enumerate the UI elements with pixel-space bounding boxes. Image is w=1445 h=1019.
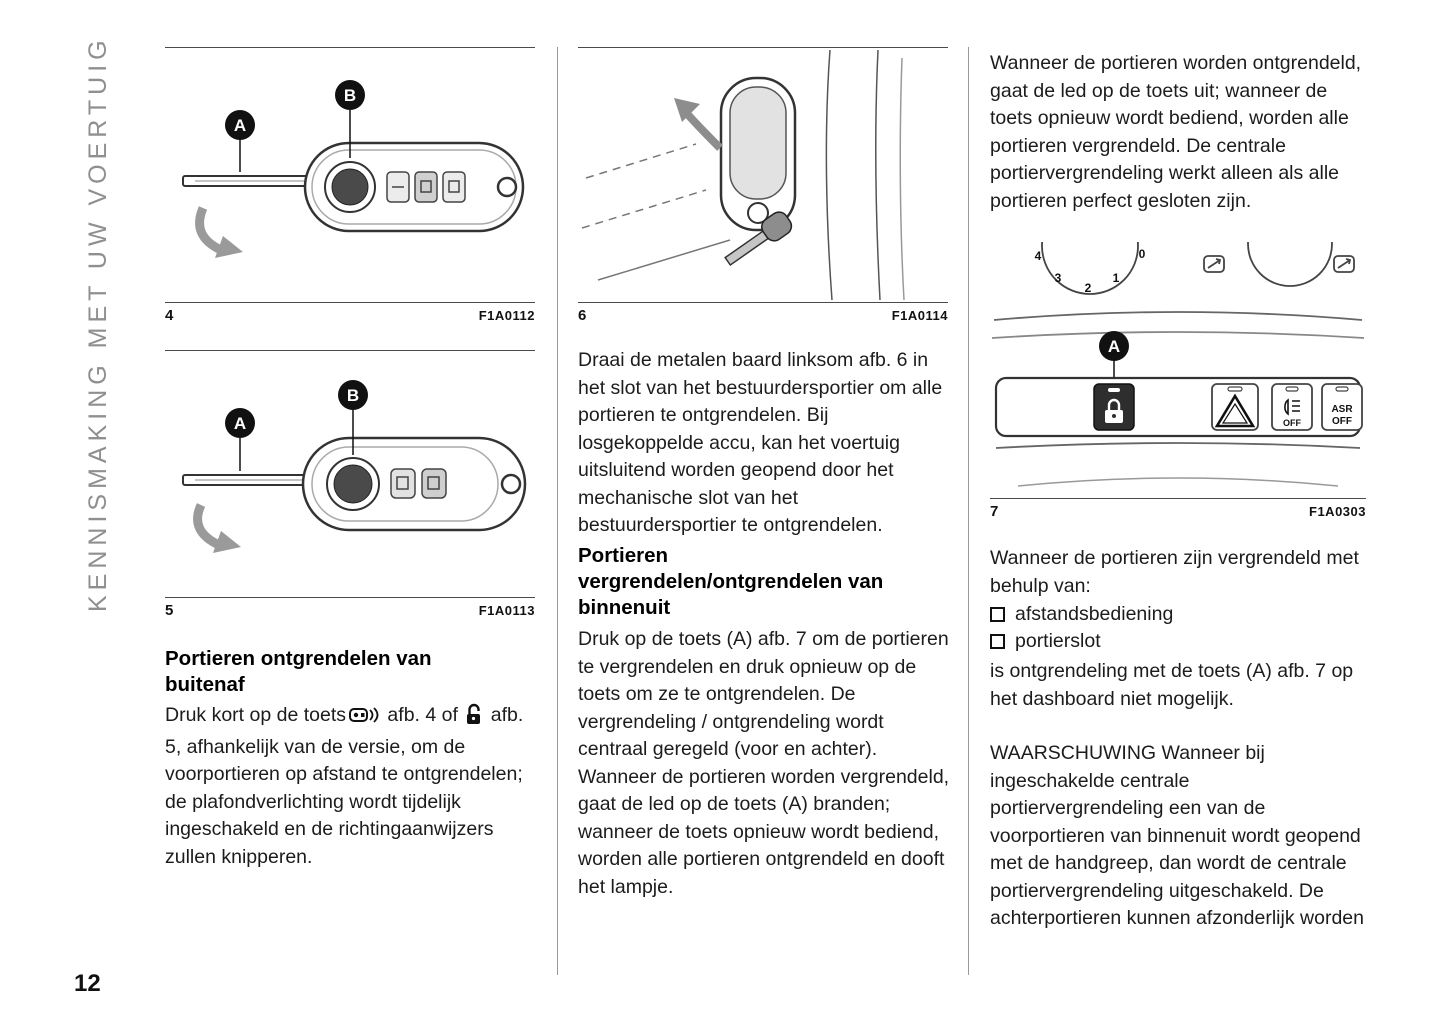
- column-divider-right: [968, 47, 969, 975]
- list-item: [990, 628, 1366, 655]
- figure6-number: 6: [578, 307, 587, 324]
- paragraph-warning: WAARSCHUWING Wanneer bij ingeschakelde centrale portiervergrendeling een van de voorportieren van binnenuit wordt geopend met de handgreep, dan wordt de centrale portiervergrendeling uitgeschakeld. De achterportieren kunnen afzonderlijk worden: [990, 742, 1364, 929]
- flip-arrow-icon: [198, 505, 241, 553]
- climate-panel: [992, 242, 1364, 338]
- callout-a: [225, 408, 255, 471]
- door-handle: [721, 78, 795, 230]
- bullet-list-lock-methods: [990, 601, 1366, 655]
- figure5-caption: [165, 602, 535, 619]
- door-lock-button: [1094, 384, 1134, 430]
- svg-text:2: 2: [1084, 281, 1092, 295]
- paragraph-text: Druk op de toets (A) afb. 7 om de portieren te vergrendelen en druk opnieuw op de toets om ze te ontgrendelen. De vergrendeling / ontgrendeling wordt centraal geregeld (voor en achter).: [578, 628, 949, 760]
- page-number: 12: [74, 970, 101, 997]
- figure5-number: 5: [165, 602, 174, 619]
- fan-knob-numbers: [1035, 247, 1146, 295]
- paragraph-lock-button: [578, 626, 950, 901]
- turn-arrow-icon: [674, 98, 720, 148]
- svg-text:OFF: OFF: [1332, 416, 1352, 427]
- square-bullet-icon: [990, 607, 1005, 622]
- list-item-label: portierslot: [1015, 629, 1101, 652]
- figure7-code: F1A0303: [1309, 504, 1366, 519]
- square-bullet-icon: [990, 634, 1005, 649]
- list-item-label: afstandsbediening: [1015, 602, 1174, 625]
- callout-a: [225, 110, 255, 172]
- figure4-caption: [165, 307, 535, 324]
- figure4-top-rule: [165, 47, 535, 48]
- key-fob-body: [303, 438, 525, 530]
- figure6-top-rule: [578, 47, 948, 48]
- open-padlock-icon: [466, 703, 482, 734]
- paragraph-not-possible: is ontgrendeling met de toets (A) afb. 7 op het dashboard niet mogelijk.: [990, 660, 1354, 710]
- svg-text:OFF: OFF: [1283, 418, 1301, 428]
- svg-text:B: B: [346, 386, 360, 405]
- hazard-button: [1212, 384, 1258, 430]
- svg-text:B: B: [343, 86, 357, 105]
- key-blade: [183, 475, 311, 485]
- column-divider-left: [557, 47, 558, 975]
- figure6-code: F1A0114: [891, 308, 948, 323]
- figure5-code: F1A0113: [478, 603, 535, 618]
- figure7-number: 7: [990, 503, 999, 520]
- key-fob-body: [305, 143, 523, 231]
- svg-text:ASR: ASR: [1331, 404, 1353, 415]
- figure-door-handle-key: [578, 50, 948, 300]
- paragraph-led-behaviour: Wanneer de portieren worden ontgrendeld, gaat de led op de toets uit; wanneer de toets opnieuw wordt bediend, worden alle portieren vergrendeld. De centrale portiervergrendeling werkt alleen als alle portieren perfect gesloten zijn.: [990, 52, 1362, 212]
- figure5-bottom-rule: [165, 597, 535, 598]
- svg-text:3: 3: [1054, 271, 1062, 285]
- lights-off-button: [1272, 384, 1312, 430]
- paragraph-text: afb. 5, afhankelijk van de versie, om de voorportieren op afstand te ontgrendelen; de plafondverlichting wordt tijdelijk ingeschakeld en de richtingaanwijzers zullen knipperen.: [165, 704, 524, 868]
- callout-a: [1099, 331, 1129, 378]
- paragraph-text: afb. 4 of: [382, 704, 464, 726]
- svg-text:A: A: [1107, 337, 1121, 356]
- svg-text:1: 1: [1112, 271, 1120, 285]
- paragraph-unlock-outside: [165, 702, 537, 871]
- section-heading-lock-inside: Portieren vergrendelen/ontgrendelen van binnenuit: [578, 544, 884, 619]
- figure4-bottom-rule: [165, 302, 535, 303]
- figure-dashboard-lock-button: [990, 242, 1366, 494]
- chapter-sidebar-title: KENNISMAKING MET UW VOERTUIG: [84, 35, 112, 612]
- figure6-bottom-rule: [578, 302, 948, 303]
- figure4-number: 4: [165, 307, 174, 324]
- paragraph-key-in-lock: Draai de metalen baard linksom afb. 6 in het slot van het bestuurdersportier om alle portieren te ontgrendelen. Bij losgekoppelde accu, kan het voertuig uitsluitend worden geopend door het mechanische slot van het bestuurdersportier te ontgrendelen.: [578, 349, 943, 536]
- paragraph-text: Wanneer de portieren worden vergrendeld, gaat de led op de toets (A) branden; wanneer de toets opnieuw wordt bediend, worden alle portieren ontgrendeld en dooft het lampje.: [578, 765, 950, 898]
- flip-arrow-icon: [200, 208, 243, 258]
- figure-key-remote-1: [165, 50, 535, 300]
- remote-control-icon: [349, 705, 379, 734]
- paragraph-text: Druk kort op de toets: [165, 704, 347, 726]
- asr-off-button: [1322, 384, 1362, 430]
- section-heading-unlock-outside: Portieren ontgrendelen van buitenaf: [165, 647, 432, 696]
- vent-icon: [1334, 256, 1354, 272]
- figure4-code: F1A0112: [478, 308, 535, 323]
- figure6-caption: [578, 307, 948, 324]
- vent-icon: [1204, 256, 1224, 272]
- svg-text:4: 4: [1034, 249, 1042, 263]
- list-item: [990, 601, 1366, 628]
- figure7-bottom-rule: [990, 498, 1366, 499]
- fob-buttons: [387, 172, 465, 202]
- svg-text:A: A: [233, 116, 247, 135]
- paragraph-locked-by: Wanneer de portieren zijn vergrendeld met behulp van:: [990, 547, 1359, 597]
- key-blade: [183, 176, 313, 186]
- svg-text:A: A: [233, 414, 247, 433]
- figure5-top-rule: [165, 350, 535, 351]
- svg-text:0: 0: [1138, 247, 1146, 261]
- figure-key-remote-2: [165, 353, 535, 595]
- figure7-caption: [990, 503, 1366, 520]
- lower-panel-lines: [996, 443, 1360, 486]
